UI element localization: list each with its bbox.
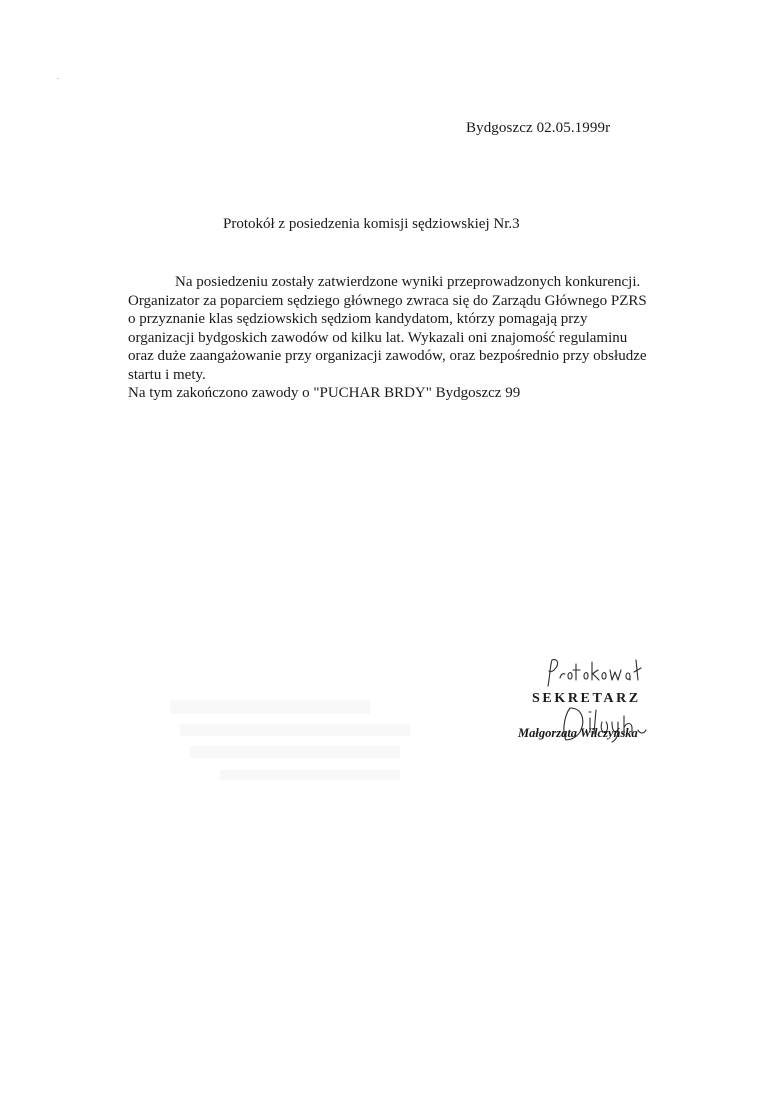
document-title: Protokół z posiedzenia komisji sędziowskiej Nr.3 [223, 216, 520, 232]
body-line: oraz duże zaangażowanie przy organizacji zawodów, oraz bezpośrednio przy obsłudze [128, 348, 647, 364]
body-line: o przyznanie klas sędziowskich sędziom kandydatom, którzy pomagają przy [128, 311, 588, 327]
faint-stamp-impression [160, 690, 450, 810]
body-line: Na posiedzeniu zostały zatwierdzone wyniki przeprowadzonych konkurencji. [175, 274, 641, 290]
scan-speck [57, 78, 59, 79]
signature-title: SEKRETARZ [532, 691, 641, 706]
signature-name: Małgorzata Wilczyńska [518, 726, 638, 740]
body-line: Organizator za poparciem sędziego głównego zwraca się do Zarządu Głównego PZRS [128, 292, 647, 309]
document-body [128, 273, 688, 403]
body-line: Na tym zakończono zawody o "PUCHAR BRDY" Bydgoszcz 99 [128, 385, 521, 401]
body-line: startu i mety. [128, 366, 206, 383]
handwritten-note-signature [544, 656, 664, 690]
document-date: Bydgoszcz 02.05.1999r [466, 120, 611, 136]
body-line: organizacji bydgoskich zawodów od kilku lat. Wykazali oni znajomość regulaminu [128, 329, 628, 346]
